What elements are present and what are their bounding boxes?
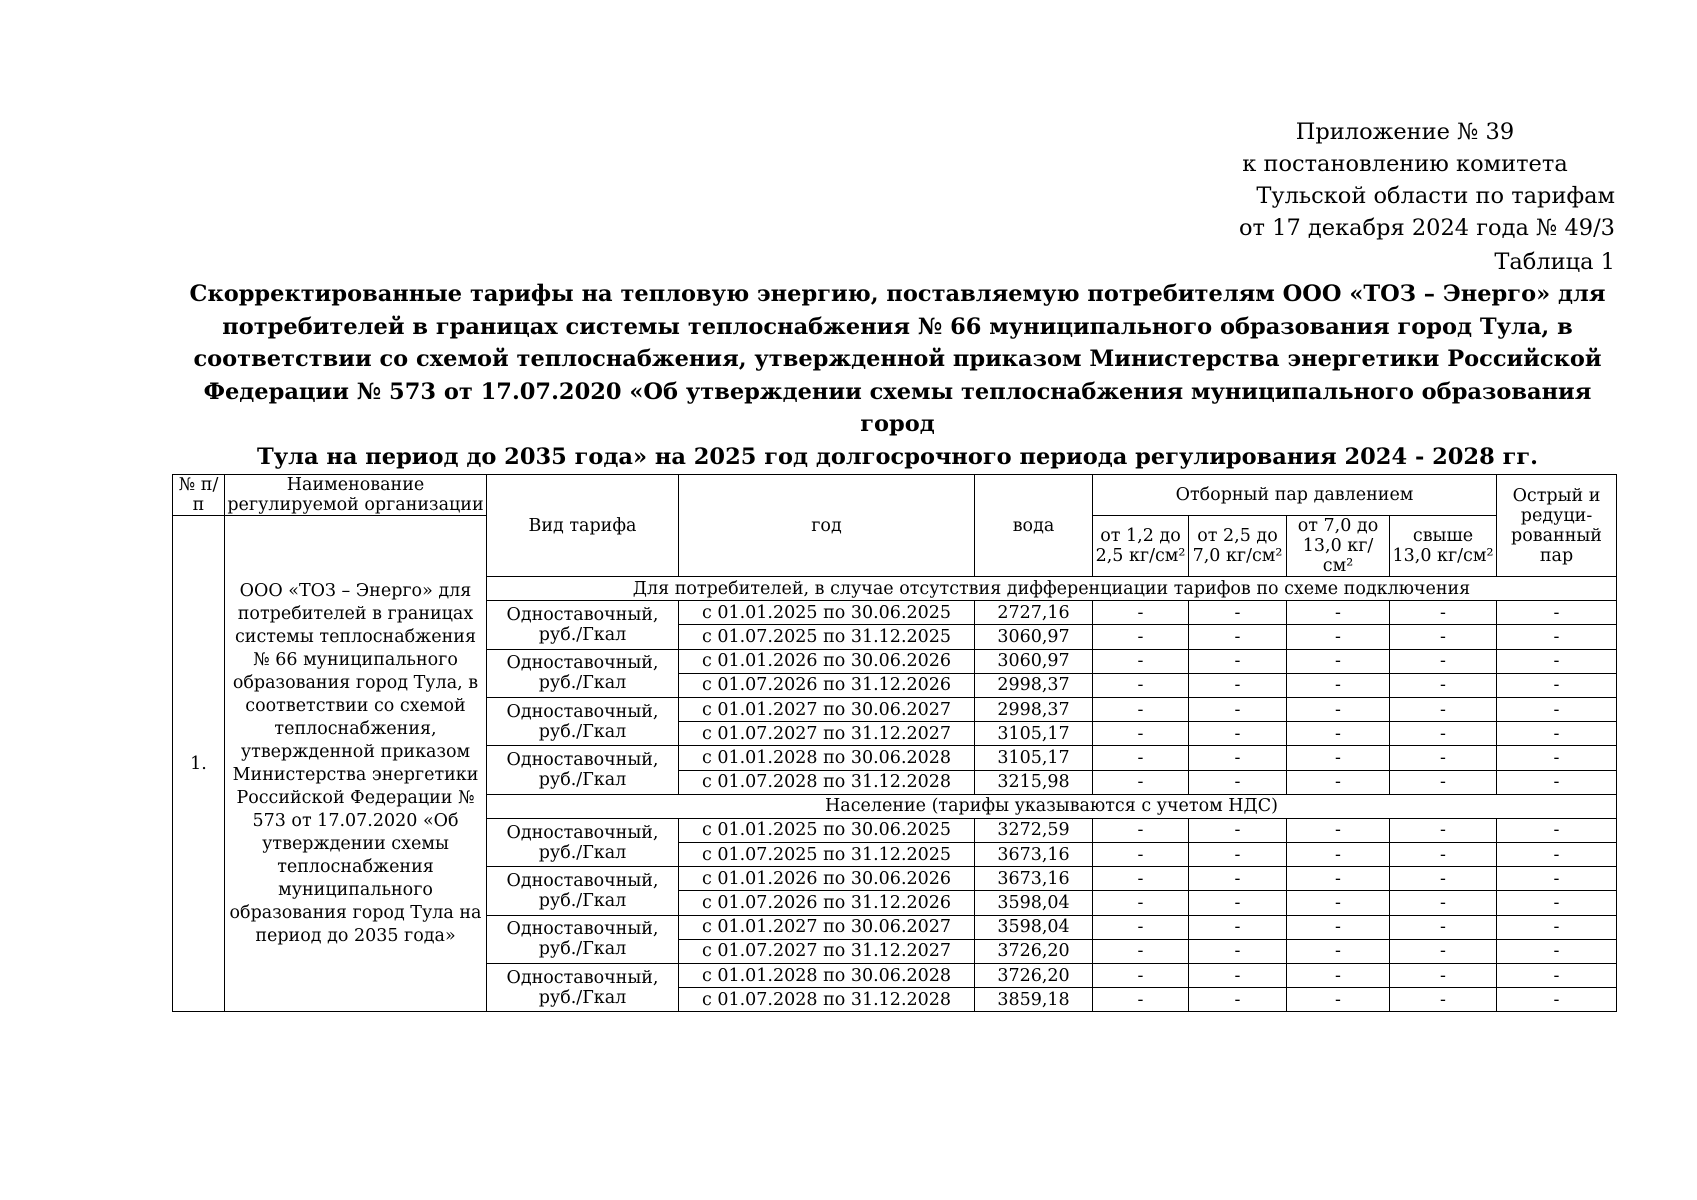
steam-3-cell: - (1287, 915, 1390, 939)
sharp-steam-cell: - (1497, 673, 1617, 697)
tariff-type: Одноставочный, руб./Гкал (487, 818, 679, 866)
section-title: Население (тарифы указываются с учетом НДС) (487, 794, 1617, 818)
period-cell: с 01.01.2026 по 30.06.2026 (679, 649, 975, 673)
row-number: 1. (173, 516, 225, 1012)
header-org: Наименование регулируемой организации (225, 475, 487, 516)
table-body (173, 475, 1617, 1012)
steam-3-cell: - (1287, 988, 1390, 1012)
sharp-steam-cell: - (1497, 915, 1617, 939)
steam-4-cell: - (1390, 625, 1497, 649)
period-cell: с 01.07.2025 по 31.12.2025 (679, 625, 975, 649)
water-cell: 3859,18 (975, 988, 1093, 1012)
steam-4-cell: - (1390, 673, 1497, 697)
steam-3-cell: - (1287, 697, 1390, 721)
period-cell: с 01.07.2026 по 31.12.2026 (679, 891, 975, 915)
header-water: вода (975, 475, 1093, 577)
water-cell: 3060,97 (975, 649, 1093, 673)
water-cell: 3598,04 (975, 915, 1093, 939)
steam-1-cell: - (1093, 964, 1189, 988)
tariff-type: Одноставочный, руб./Гкал (487, 964, 679, 1012)
appendix-line: от 17 декабря 2024 года № 49/3 (1238, 215, 1615, 241)
steam-4-cell: - (1390, 964, 1497, 988)
water-cell: 2727,16 (975, 601, 1093, 625)
appendix-block (1195, 116, 1615, 244)
steam-3-cell: - (1287, 964, 1390, 988)
steam-4-cell: - (1390, 891, 1497, 915)
title-line: Тула на период до 2035 года» на 2025 год долгосрочного периода регулирования 2024 - 2028 гг. (256, 443, 1538, 470)
steam-2-cell: - (1189, 673, 1287, 697)
steam-2-cell: - (1189, 843, 1287, 867)
steam-4-cell: - (1390, 697, 1497, 721)
steam-4-cell: - (1390, 601, 1497, 625)
header-year: год (679, 475, 975, 577)
steam-3-cell: - (1287, 818, 1390, 842)
title-line: Скорректированные тарифы на тепловую энергию, поставляемую потребителям ООО «ТОЗ – Энерго» для (189, 281, 1606, 307)
steam-3-cell: - (1287, 649, 1390, 673)
period-cell: с 01.07.2028 по 31.12.2028 (679, 770, 975, 794)
steam-3-cell: - (1287, 891, 1390, 915)
steam-1-cell: - (1093, 625, 1189, 649)
steam-1-cell: - (1093, 746, 1189, 770)
appendix-line: Тульской области по тарифам (1256, 183, 1615, 209)
steam-1-cell: - (1093, 891, 1189, 915)
period-cell: с 01.01.2025 по 30.06.2025 (679, 818, 975, 842)
water-cell: 3726,20 (975, 939, 1093, 963)
steam-1-cell: - (1093, 843, 1189, 867)
sharp-steam-cell: - (1497, 867, 1617, 891)
water-cell: 3673,16 (975, 867, 1093, 891)
sharp-steam-cell: - (1497, 843, 1617, 867)
sharp-steam-cell: - (1497, 770, 1617, 794)
sharp-steam-cell: - (1497, 988, 1617, 1012)
steam-4-cell: - (1390, 939, 1497, 963)
steam-3-cell: - (1287, 722, 1390, 746)
period-cell: с 01.01.2028 по 30.06.2028 (679, 964, 975, 988)
header-tariff-type: Вид тарифа (487, 475, 679, 577)
steam-4-cell: - (1390, 915, 1497, 939)
document-title (180, 278, 1615, 473)
header-steam-1: от 1,2 до 2,5 кг/см² (1093, 516, 1189, 577)
steam-1-cell: - (1093, 939, 1189, 963)
section-title: Для потребителей, в случае отсутствия дифференциации тарифов по схеме подключения (487, 577, 1617, 601)
steam-4-cell: - (1390, 746, 1497, 770)
sharp-steam-cell: - (1497, 964, 1617, 988)
steam-1-cell: - (1093, 770, 1189, 794)
sharp-steam-cell: - (1497, 891, 1617, 915)
steam-2-cell: - (1189, 939, 1287, 963)
steam-1-cell: - (1093, 867, 1189, 891)
steam-3-cell: - (1287, 625, 1390, 649)
steam-4-cell: - (1390, 988, 1497, 1012)
tariff-type: Одноставочный, руб./Гкал (487, 649, 679, 697)
steam-2-cell: - (1189, 770, 1287, 794)
steam-1-cell: - (1093, 673, 1189, 697)
sharp-steam-cell: - (1497, 697, 1617, 721)
header-steam-3: от 7,0 до 13,0 кг/см² (1287, 516, 1390, 577)
tariff-type: Одноставочный, руб./Гкал (487, 867, 679, 915)
title-line: потребителей в границах системы теплоснабжения № 66 муниципального образования город Тула, в (222, 313, 1573, 340)
period-cell: с 01.07.2028 по 31.12.2028 (679, 988, 975, 1012)
steam-1-cell: - (1093, 722, 1189, 746)
appendix-line: Приложение № 39 (1295, 119, 1515, 145)
water-cell: 3726,20 (975, 964, 1093, 988)
period-cell: с 01.07.2027 по 31.12.2027 (679, 722, 975, 746)
steam-2-cell: - (1189, 891, 1287, 915)
steam-3-cell: - (1287, 673, 1390, 697)
water-cell: 3105,17 (975, 722, 1093, 746)
tariff-type: Одноставочный, руб./Гкал (487, 915, 679, 963)
sharp-steam-cell: - (1497, 818, 1617, 842)
period-cell: с 01.01.2025 по 30.06.2025 (679, 601, 975, 625)
sharp-steam-cell: - (1497, 601, 1617, 625)
steam-1-cell: - (1093, 697, 1189, 721)
water-cell: 3060,97 (975, 625, 1093, 649)
steam-2-cell: - (1189, 867, 1287, 891)
steam-2-cell: - (1189, 601, 1287, 625)
organization-name: ООО «ТОЗ – Энерго» для потребителей в границах системы теплоснабжения № 66 муниципального образования город Тула, в соответствии со схемой теплоснабжения, утвержденной приказом Министерства энергетики Российской Федерации № 573 от 17.07.2020 «Об утверждении схемы теплоснабжения муниципального образования город Тула на период до 2035 года» (225, 516, 487, 1012)
steam-2-cell: - (1189, 915, 1287, 939)
period-cell: с 01.07.2027 по 31.12.2027 (679, 939, 975, 963)
steam-3-cell: - (1287, 770, 1390, 794)
tariff-type: Одноставочный, руб./Гкал (487, 746, 679, 794)
table-label: Таблица 1 (1494, 249, 1615, 275)
steam-2-cell: - (1189, 625, 1287, 649)
sharp-steam-cell: - (1497, 939, 1617, 963)
steam-2-cell: - (1189, 649, 1287, 673)
water-cell: 3105,17 (975, 746, 1093, 770)
period-cell: с 01.07.2025 по 31.12.2025 (679, 843, 975, 867)
steam-2-cell: - (1189, 697, 1287, 721)
tariff-type: Одноставочный, руб./Гкал (487, 697, 679, 745)
water-cell: 3673,16 (975, 843, 1093, 867)
water-cell: 3215,98 (975, 770, 1093, 794)
period-cell: с 01.01.2027 по 30.06.2027 (679, 915, 975, 939)
header-steam-2: от 2,5 до 7,0 кг/см² (1189, 516, 1287, 577)
period-cell: с 01.01.2026 по 30.06.2026 (679, 867, 975, 891)
title-line: соответствии со схемой теплоснабжения, утвержденной приказом Министерства энергетики Российской (193, 346, 1602, 372)
steam-3-cell: - (1287, 843, 1390, 867)
steam-4-cell: - (1390, 867, 1497, 891)
steam-2-cell: - (1189, 746, 1287, 770)
header-steam-4: свыше 13,0 кг/см² (1390, 516, 1497, 577)
steam-4-cell: - (1390, 649, 1497, 673)
header-steam: Отборный пар давлением (1093, 475, 1497, 516)
sharp-steam-cell: - (1497, 625, 1617, 649)
tariffs-table (172, 474, 1617, 1012)
water-cell: 2998,37 (975, 697, 1093, 721)
tariff-type: Одноставочный, руб./Гкал (487, 601, 679, 649)
period-cell: с 01.01.2028 по 30.06.2028 (679, 746, 975, 770)
appendix-line: к постановлению комитета (1242, 151, 1568, 177)
steam-2-cell: - (1189, 722, 1287, 746)
steam-3-cell: - (1287, 601, 1390, 625)
steam-2-cell: - (1189, 964, 1287, 988)
steam-1-cell: - (1093, 988, 1189, 1012)
steam-1-cell: - (1093, 649, 1189, 673)
steam-4-cell: - (1390, 770, 1497, 794)
water-cell: 2998,37 (975, 673, 1093, 697)
steam-3-cell: - (1287, 867, 1390, 891)
header-row (173, 475, 1617, 516)
header-num: № п/п (173, 475, 225, 516)
steam-3-cell: - (1287, 746, 1390, 770)
steam-1-cell: - (1093, 915, 1189, 939)
steam-2-cell: - (1189, 988, 1287, 1012)
sharp-steam-cell: - (1497, 649, 1617, 673)
steam-4-cell: - (1390, 843, 1497, 867)
steam-4-cell: - (1390, 818, 1497, 842)
title-line: Федерации № 573 от 17.07.2020 «Об утверждении схемы теплоснабжения муниципального образования город (203, 378, 1592, 437)
water-cell: 3272,59 (975, 818, 1093, 842)
steam-2-cell: - (1189, 818, 1287, 842)
period-cell: с 01.01.2027 по 30.06.2027 (679, 697, 975, 721)
steam-3-cell: - (1287, 939, 1390, 963)
steam-4-cell: - (1390, 722, 1497, 746)
header-sharp-steam: Острый и редуци-рованный пар (1497, 475, 1617, 577)
period-cell: с 01.07.2026 по 31.12.2026 (679, 673, 975, 697)
sharp-steam-cell: - (1497, 722, 1617, 746)
steam-1-cell: - (1093, 601, 1189, 625)
sharp-steam-cell: - (1497, 746, 1617, 770)
steam-1-cell: - (1093, 818, 1189, 842)
water-cell: 3598,04 (975, 891, 1093, 915)
